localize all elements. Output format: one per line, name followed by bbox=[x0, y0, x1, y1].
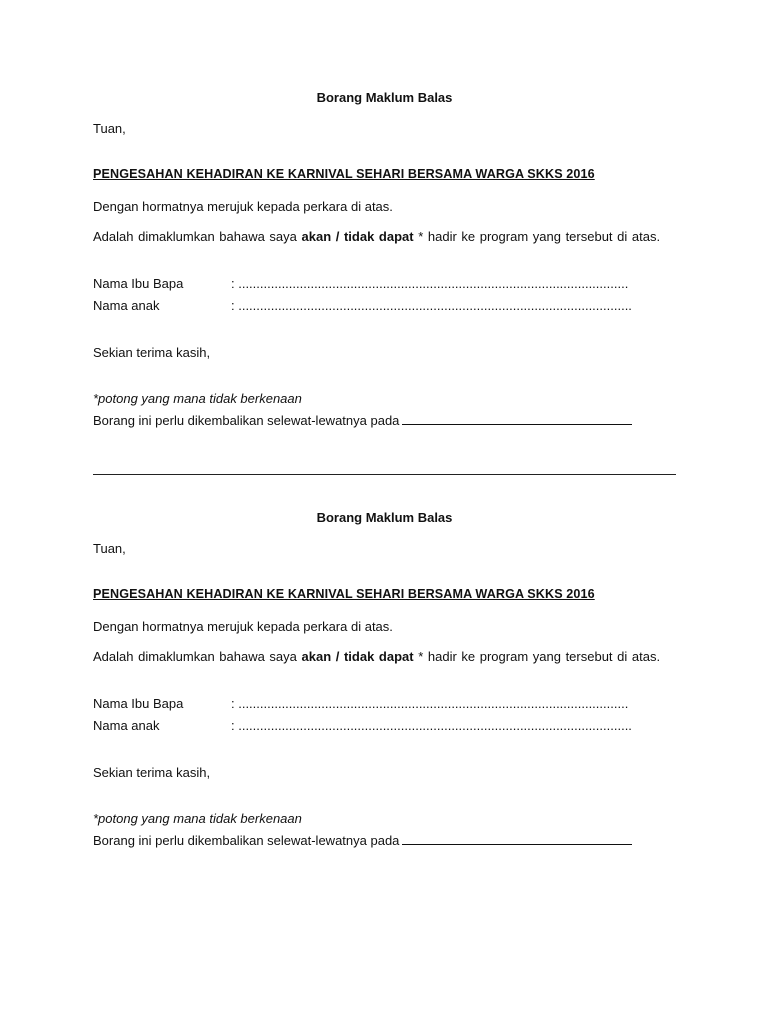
strike-note: *potong yang mana tidak berkenaan bbox=[93, 391, 302, 406]
subject-heading: PENGESAHAN KEHADIRAN KE KARNIVAL SEHARI BERSAMA WARGA SKKS 2016 bbox=[93, 167, 595, 181]
return-deadline bbox=[93, 413, 632, 428]
attendance-choice: akan / tidak dapat bbox=[301, 649, 414, 664]
form-title: Borang Maklum Balas bbox=[316, 510, 453, 525]
cut-line-divider bbox=[93, 474, 676, 475]
closing-text: Sekian terima kasih, bbox=[93, 345, 211, 360]
subject-heading: PENGESAHAN KEHADIRAN KE KARNIVAL SEHARI BERSAMA WARGA SKKS 2016 bbox=[93, 587, 595, 601]
attendance-paragraph bbox=[93, 649, 676, 664]
attendance-choice: akan / tidak dapat bbox=[301, 229, 414, 244]
return-date-blank[interactable] bbox=[402, 833, 632, 845]
child-name-label: Nama anak bbox=[93, 298, 160, 313]
return-deadline bbox=[93, 833, 632, 848]
parent-name-label: Nama Ibu Bapa bbox=[93, 276, 184, 291]
paragraph-tail: * hadir ke program yang tersebut di atas. bbox=[413, 229, 661, 244]
salutation: Tuan, bbox=[93, 541, 126, 556]
form-title: Borang Maklum Balas bbox=[316, 90, 453, 105]
child-name-label: Nama anak bbox=[93, 718, 160, 733]
child-name-field[interactable]: : ............................................................................................................. bbox=[231, 718, 632, 733]
attendance-paragraph bbox=[93, 229, 676, 244]
paragraph-tail: * hadir ke program yang tersebut di atas. bbox=[413, 649, 661, 664]
return-deadline-text: Borang ini perlu dikembalikan selewat-lewatnya pada bbox=[93, 833, 400, 848]
strike-note: *potong yang mana tidak berkenaan bbox=[93, 811, 302, 826]
intro-text: Dengan hormatnya merujuk kepada perkara di atas. bbox=[93, 619, 393, 634]
salutation: Tuan, bbox=[93, 121, 126, 136]
parent-name-field[interactable]: : ............................................................................................................ bbox=[231, 696, 629, 711]
paragraph-lead: Adalah dimaklumkan bahawa saya bbox=[93, 229, 302, 244]
parent-name-label: Nama Ibu Bapa bbox=[93, 696, 184, 711]
paragraph-lead: Adalah dimaklumkan bahawa saya bbox=[93, 649, 302, 664]
parent-name-field[interactable]: : ............................................................................................................ bbox=[231, 276, 629, 291]
child-name-field[interactable]: : ............................................................................................................. bbox=[231, 298, 632, 313]
closing-text: Sekian terima kasih, bbox=[93, 765, 211, 780]
return-deadline-text: Borang ini perlu dikembalikan selewat-lewatnya pada bbox=[93, 413, 400, 428]
return-date-blank[interactable] bbox=[402, 413, 632, 425]
intro-text: Dengan hormatnya merujuk kepada perkara di atas. bbox=[93, 199, 393, 214]
